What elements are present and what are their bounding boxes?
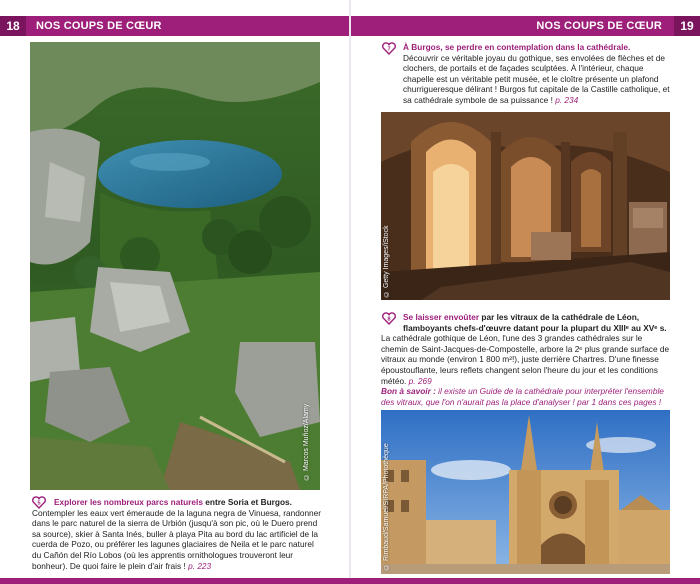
item-7-text (381, 42, 671, 106)
item-5-body: Contempler les eaux vert émeraude de la laguna negra de Vinuesa, randonner dans le parc naturel de la sierra de Urbión (jusqu'à son pic, où le Duero prend sa source), skier à Santa Inés, buller à playa Pita au bord du lac artificiel de la cuerda de Pozo, ou préférer les lagunes glaciaires de Neila et le parc naturel du Cañón del Río Lobos (où les apprentis ornithologues trouveront leur bonheur). De quoi faire le plein d'air frais ! (32, 507, 322, 571)
badge-8-number: 8 (387, 316, 391, 323)
item-5-heading: Explorer les nombreux parcs naturels (54, 497, 203, 507)
item-5-page-ref: p. 223 (188, 560, 212, 571)
item-5-heading-rest: entre Soria et Burgos. (202, 497, 292, 507)
right-section-title: NOS COUPS DE CŒUR (536, 20, 662, 32)
cloister-photo (381, 112, 670, 300)
left-section-title: NOS COUPS DE CŒUR (36, 20, 162, 32)
item-7-page-ref: p. 234 (555, 94, 579, 105)
cathedral-photo (381, 410, 670, 574)
item-7-body: Découvrir ce véritable joyau du gothique, ses envolées de flèches et de clochers, de portails et de façades sculptées. À l'intérieur, chaque chapelle est un véritable petit musée, et le cloître présente un plafond churrigueresque délirant ! Burgos fut capitale de la Castille catholique, et sa cathédrale symbole de sa puissance ! (403, 52, 670, 105)
lagoon-photo-credit: © Marcos Muñoz/Alamy (303, 403, 310, 480)
item-8-page-ref: p. 269 (408, 375, 432, 386)
page-gutter (349, 0, 351, 584)
right-page-number: 19 (674, 16, 700, 36)
item-8-tip-label: Bon à savoir : (381, 386, 436, 397)
item-8-text (381, 312, 671, 407)
item-8-tip-text: il existe un Guide de la cathédrale pour interpréter l'ensemble des vitraux, que l'on n'aurait pas la place d'analyser ! par 1 dans ces pages ! (381, 386, 664, 407)
badge-7-number: 7 (387, 46, 391, 53)
cloister-photo-credit: © Getty Images/iStock (383, 225, 390, 297)
cathedral-photo-credit: © Rimbaud/Samuel/SIRPA/Photothèque (383, 443, 390, 570)
item-8-heading-rest: par les vitraux de la cathédrale de Léon, flamboyants chefs-d'œuvre datant pour la plupart du XIIIᵉ au XVᵉ s. (403, 312, 667, 333)
badge-5-number: 5 (37, 500, 41, 507)
item-5-text (32, 497, 322, 571)
left-page-number: 18 (0, 16, 26, 36)
lagoon-photo (30, 42, 320, 490)
bottom-edge-band (0, 578, 700, 584)
item-8-body: La cathédrale gothique de Léon, l'une des 3 grandes cathédrales sur le chemin de Saint-Jacques-de-Compostelle, arbore la 2ᵉ plus grande surface de vitraux au monde (environ 1 800 m²!), juste derrière Chartres. D'une finesse époustouflante, leurs reflets changent selon l'heure du jour et les conditions météo. (381, 333, 670, 386)
item-8-heading: Se laisser envoûter (403, 312, 480, 322)
item-7-heading: À Burgos, se perdre en contemplation dans la cathédrale. (403, 42, 631, 52)
